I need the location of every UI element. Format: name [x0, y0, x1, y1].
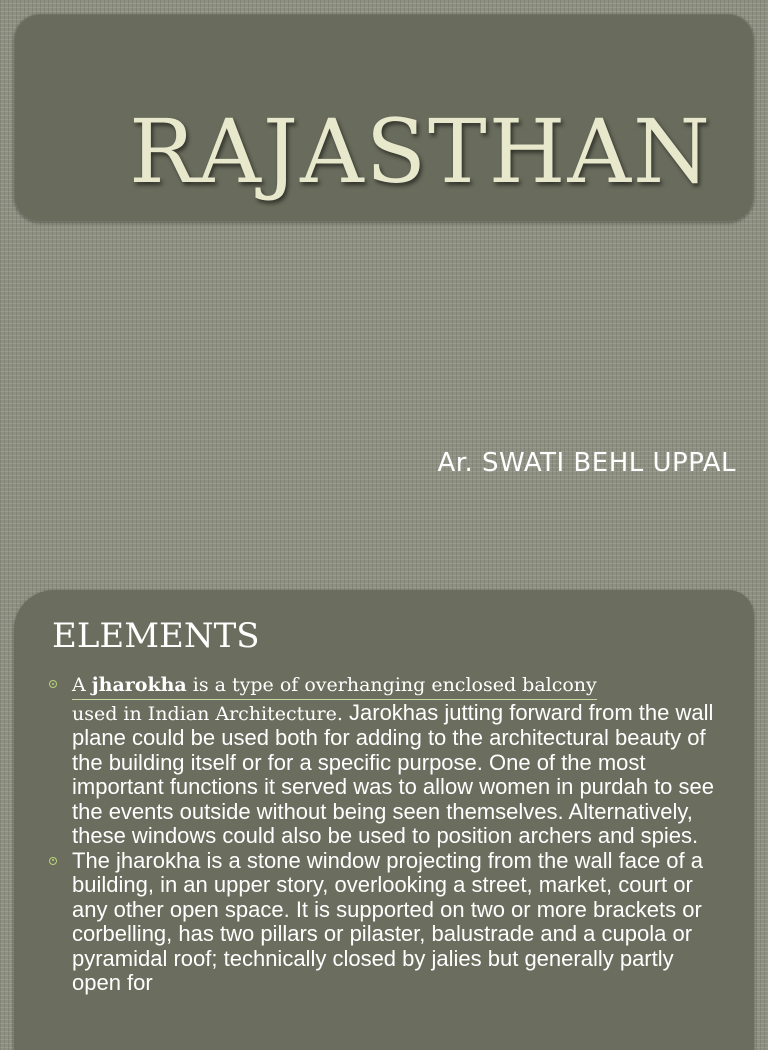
bullet-item-jharokha-structure	[48, 849, 728, 996]
title-slide	[0, 0, 768, 512]
circle-bullet-icon	[49, 857, 57, 865]
bullet-list	[48, 672, 728, 996]
bullet-lead-line	[72, 673, 597, 700]
elements-slide	[0, 512, 768, 1024]
bullet-body-text: The jharokha is a stone window projecting from the wall face of a building, in an upper story, overlooking a street, market, court or any other open space. It is supported on two or more brackets or corbelling, has two pillars or pilaster, balustrade and a cupola or pyramidal roof; technically closed by jalies but generally partly open for	[72, 847, 703, 995]
lead-article: A	[72, 674, 92, 696]
circle-bullet-icon	[49, 680, 57, 688]
slide-title: RAJASTHAN	[129, 100, 712, 203]
section-heading: ELEMENTS	[52, 616, 260, 656]
bullet-body-text: Jarokhas jutting forward from the wall plane could be used both for adding to the architectural beauty of the building itself or for a specific purpose. One of the most important functions it served was to allow women in purdah to see the events outside without being seen themselves. Alternatively, these windows could also be used to position archers and spies.	[72, 699, 714, 848]
jharokha-term: jharokha	[91, 674, 187, 696]
author-name: Ar. SWATI BEHL UPPAL	[437, 448, 736, 478]
serif-continuation: used in Indian Architecture.	[72, 702, 343, 725]
bullet-item-jharokha-definition	[48, 672, 728, 849]
lead-rest: is a type of overhanging enclosed balcony	[186, 674, 597, 696]
